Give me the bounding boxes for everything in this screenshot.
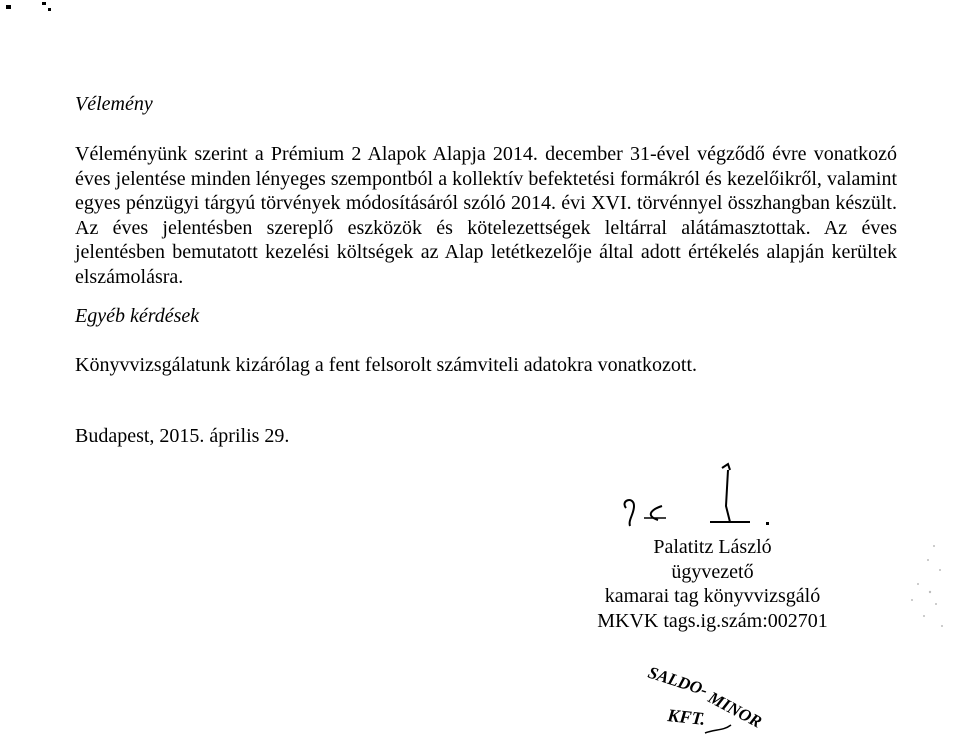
other-matters-paragraph: Könyvvizsgálatunk kizárólag a fent felsorolt számviteli adatokra vonatkozott. <box>75 354 698 376</box>
signature-block <box>590 535 835 633</box>
scan-smudge <box>900 530 950 640</box>
signatory-name: Palatitz László <box>653 536 772 558</box>
opinion-paragraph: Véleményünk szerint a Prémium 2 Alapok Alapja 2014. december 31-ével végződő évre vonatkozó éves jelentése minden lényeges szempontból a kollektív befektetési formákról és kezelőikről, valamint egyes pénzügyi tárgyú törvények módosításáról szóló 2014. évi XVI. törvénnyel összhangban készült. Az éves jelentésben szereplő eszközök és kötelezettségek leltárral alátámasztottak. Az éves jelentésben bemutatott kezelési költségek az Alap letétkezelője által adott értékelés alapján kerültek elszámolásra. <box>75 143 897 288</box>
svg-text:SALDO-: SALDO- <box>645 662 711 700</box>
place-and-date: Budapest, 2015. április 29. <box>75 425 290 447</box>
other-matters-heading: Egyéb kérdések <box>75 305 200 327</box>
opinion-heading: Vélemény <box>75 93 153 115</box>
signatory-role: ügyvezető <box>671 560 754 583</box>
signatory-title: kamarai tag könyvvizsgáló <box>604 585 821 607</box>
svg-text:MINOR: MINOR <box>705 687 765 732</box>
company-stamp <box>645 655 785 745</box>
handwritten-signature <box>600 462 800 534</box>
scan-artifact <box>0 0 120 20</box>
signatory-registration: MKVK tags.ig.szám:002701 <box>597 609 828 632</box>
svg-text:KFT.: KFT. <box>666 705 707 729</box>
